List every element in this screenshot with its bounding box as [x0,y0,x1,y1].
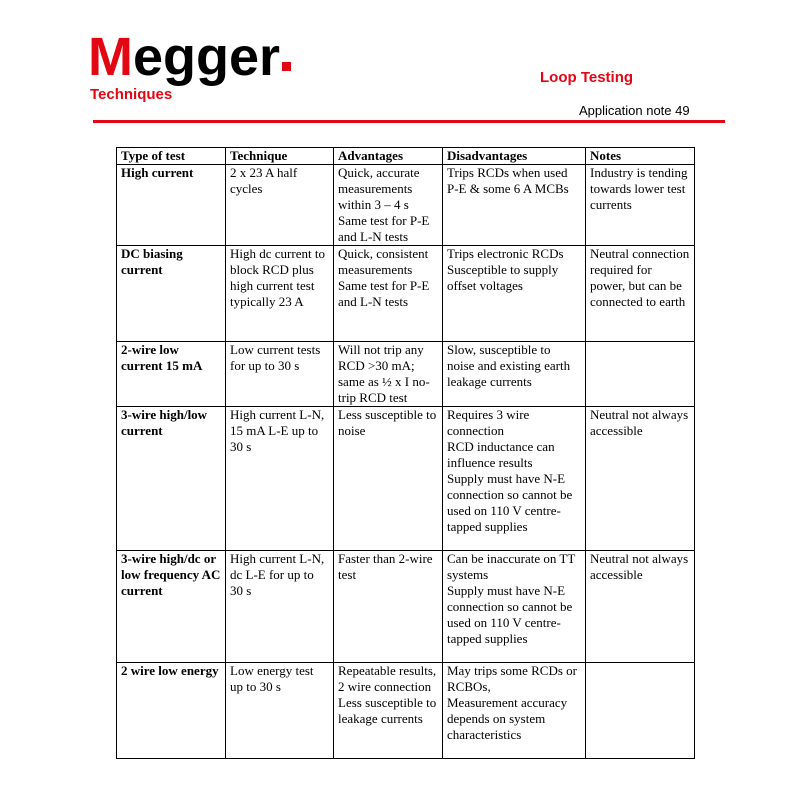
table-row [117,407,695,551]
table-header-row [117,148,695,165]
test-type-cell: DC biasing current [117,246,226,342]
disadvantages-cell: Requires 3 wire connection RCD inductance can influence results Supply must have N-E connection so cannot be used on 110 V centre-tapped supplies [443,407,586,551]
logo-rest: egger [132,27,281,87]
notes-cell: Neutral connection required for power, but can be connected to earth [586,246,695,342]
megger-logo [88,27,291,87]
logo-m: M [88,27,133,87]
technique-cell: High current L-N, dc L-E for up to 30 s [226,551,334,663]
column-header: Disadvantages [443,148,586,165]
test-type-cell: 2 wire low energy [117,663,226,759]
application-note-label: Application note 49 [579,103,690,118]
advantages-cell: Quick, accurate measurements within 3 – 4 s Same test for P-E and L-N tests [334,165,443,246]
advantages-cell: Less susceptible to noise [334,407,443,551]
disadvantages-cell: Trips electronic RCDs Susceptible to supply offset voltages [443,246,586,342]
technique-cell: High dc current to block RCD plus high current test typically 23 A [226,246,334,342]
column-header: Type of test [117,148,226,165]
advantages-cell: Repeatable results, 2 wire connection Less susceptible to leakage currents [334,663,443,759]
column-header: Notes [586,148,695,165]
table-row [117,246,695,342]
technique-cell: High current L-N, 15 mA L-E up to 30 s [226,407,334,551]
registered-mark-icon [282,62,291,71]
disadvantages-cell: Slow, susceptible to noise and existing earth leakage currents [443,342,586,407]
notes-cell [586,663,695,759]
technique-cell: Low current tests for up to 30 s [226,342,334,407]
test-type-cell: 3-wire high/dc or low frequency AC current [117,551,226,663]
notes-cell: Neutral not always accessible [586,551,695,663]
test-type-cell: 2-wire low current 15 mA [117,342,226,407]
disadvantages-cell: Trips RCDs when used P-E & some 6 A MCBs [443,165,586,246]
notes-cell: Neutral not always accessible [586,407,695,551]
loop-testing-table [116,147,695,759]
table-row [117,663,695,759]
table-row [117,551,695,663]
advantages-cell: Quick, consistent measurements Same test for P-E and L-N tests [334,246,443,342]
test-type-cell: High current [117,165,226,246]
notes-cell: Industry is tending towards lower test currents [586,165,695,246]
header-divider [93,120,725,123]
advantages-cell: Will not trip any RCD >30 mA; same as ½ x I no-trip RCD test [334,342,443,407]
table-row [117,342,695,407]
column-header: Technique [226,148,334,165]
column-header: Advantages [334,148,443,165]
disadvantages-cell: May trips some RCDs or RCBOs, Measurement accuracy depends on system characteristics [443,663,586,759]
advantages-cell: Faster than 2-wire test [334,551,443,663]
notes-cell [586,342,695,407]
technique-cell: 2 x 23 A half cycles [226,165,334,246]
disadvantages-cell: Can be inaccurate on TT systems Supply must have N-E connection so cannot be used on 110 V centre-tapped supplies [443,551,586,663]
table-row [117,165,695,246]
test-type-cell: 3-wire high/low current [117,407,226,551]
technique-cell: Low energy test up to 30 s [226,663,334,759]
document-title: Loop Testing [540,69,634,86]
section-label: Techniques [90,86,173,103]
